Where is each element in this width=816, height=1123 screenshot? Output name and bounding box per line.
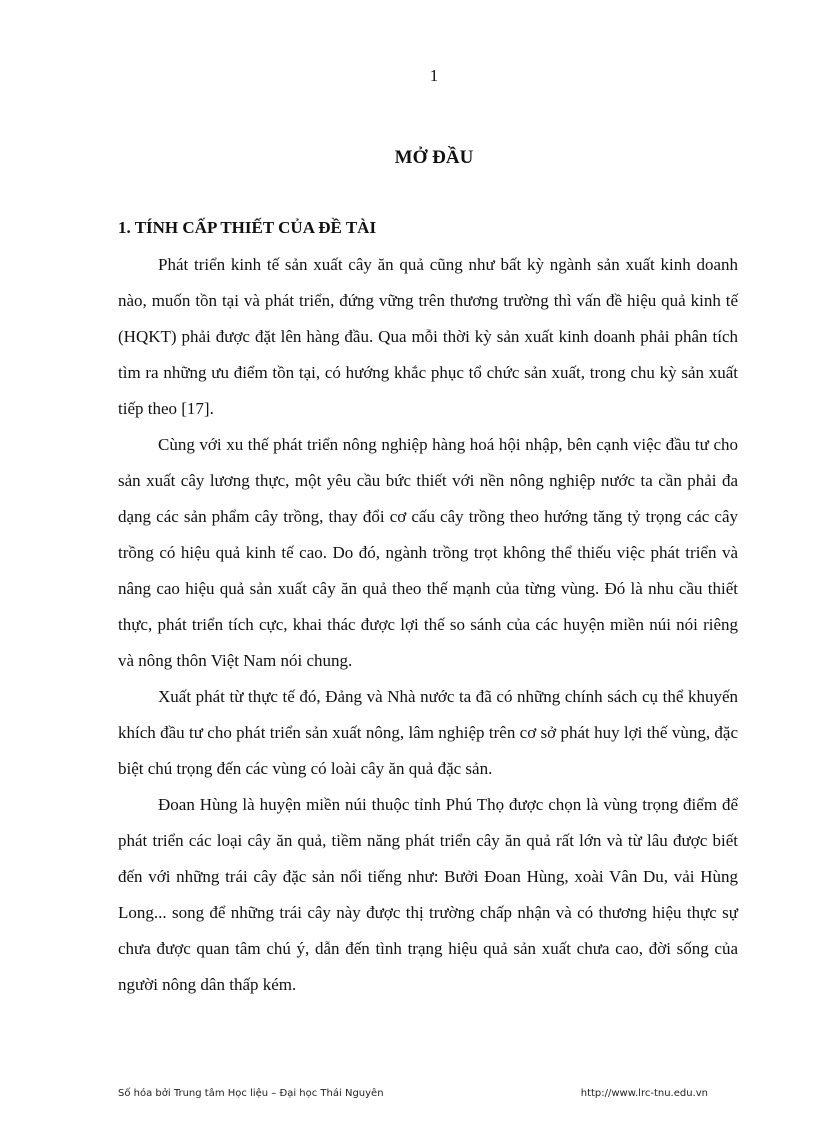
paragraph-3: Xuất phát từ thực tế đó, Đảng và Nhà nước ta đã có những chính sách cụ thể khuyến khích đầu tư cho phát triển sản xuất nông, lâm nghiệp trên cơ sở phát huy lợi thế vùng, đặc biệt chú trọng đến các vùng có loài cây ăn quả đặc sản. [118, 687, 738, 778]
footer-url: http://www.lrc-tnu.edu.vn [580, 1088, 708, 1099]
document-title: MỞ ĐẦU [394, 147, 474, 168]
body-text [118, 247, 738, 1003]
footer-source: Số hóa bởi Trung tâm Học liệu – Đại học Thái Nguyên [118, 1088, 384, 1099]
page-number: 1 [429, 66, 439, 85]
paragraph-4: Đoan Hùng là huyện miền núi thuộc tỉnh Phú Thọ được chọn là vùng trọng điểm để phát triển các loại cây ăn quả, tiềm năng phát triển cây ăn quả rất lớn và từ lâu được biết đến với những trái cây đặc sản nổi tiếng như: Bưởi Đoan Hùng, xoài Vân Du, vải Hùng Long... song để những trái cây này được thị trường chấp nhận và có thương hiệu thực sự chưa được quan tâm chú ý, dẫn đến tình trạng hiệu quả sản xuất chưa cao, đời sống của người nông dân thấp kém. [118, 795, 738, 994]
paragraph-1: Phát triển kinh tế sản xuất cây ăn quả cũng như bất kỳ ngành sản xuất kinh doanh nào, muốn tồn tại và phát triển, đứng vững trên thương trường thì vấn đề hiệu quả kinh tế (HQKT) phải được đặt lên hàng đầu. Qua mỗi thời kỳ sản xuất kinh doanh phải phân tích tìm ra những ưu điểm tồn tại, có hướng khắc phục tổ chức sản xuất, trong chu kỳ sản xuất tiếp theo [17]. [118, 255, 738, 418]
paragraph-2: Cùng với xu thế phát triển nông nghiệp hàng hoá hội nhập, bên cạnh việc đầu tư cho sản xuất cây lương thực, một yêu cầu bức thiết với nền nông nghiệp nước ta cần phải đa dạng các sản phẩm cây trồng, thay đổi cơ cấu cây trồng theo hướng tăng tỷ trọng các cây trồng có hiệu quả kinh tế cao. Do đó, ngành trồng trọt không thể thiếu việc phát triển và nâng cao hiệu quả sản xuất cây ăn quả theo thế mạnh của từng vùng. Đó là nhu cầu thiết thực, phát triển tích cực, khai thác được lợi thế so sánh của các huyện miền núi nói riêng và nông thôn Việt Nam nói chung. [118, 435, 738, 670]
section-heading: 1. TÍNH CẤP THIẾT CỦA ĐỀ TÀI [118, 218, 377, 237]
